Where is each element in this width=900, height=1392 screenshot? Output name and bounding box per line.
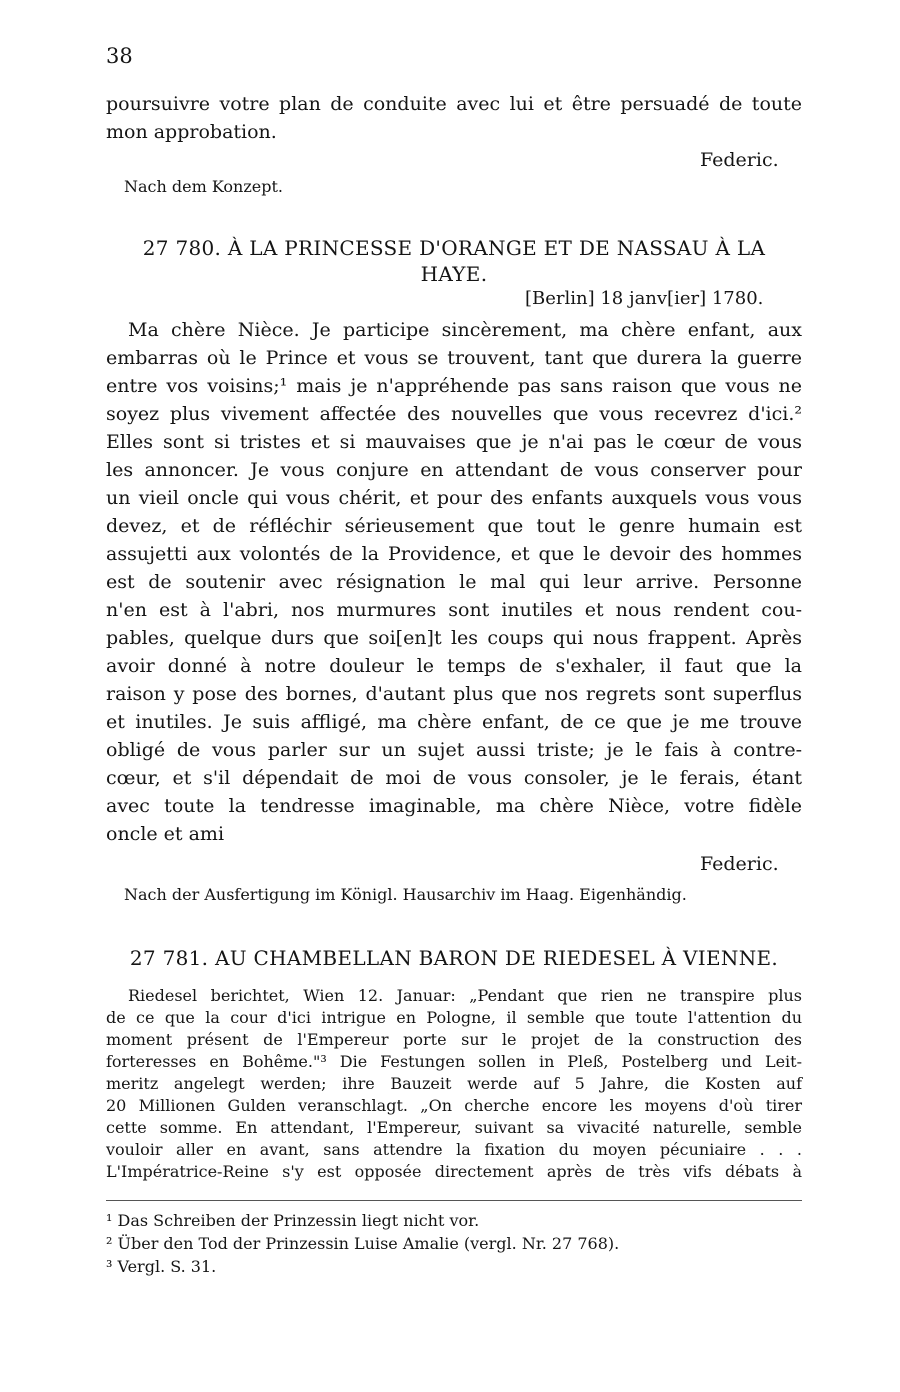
letter-heading: 27 781. AU CHAMBELLAN BARON DE RIEDESEL À VIENNE. [129, 946, 779, 970]
dateline: [Berlin] 18 janv[ier] 1780. [525, 288, 764, 309]
page-number: 38 [106, 44, 133, 68]
signature: Federic. [700, 149, 779, 171]
text-line: de ce que la cour d'ici intrigue en Pologne, il semble que toute l'attention du [106, 1008, 802, 1027]
text-line: cette somme. En attendant, l'Empereur, suivant sa vivacité naturelle, semble [106, 1118, 802, 1137]
text-line: avoir donné à notre douleur le temps de s'exhaler, il faut que la [106, 655, 802, 677]
signature: Federic. [700, 853, 779, 875]
text-line: un vieil oncle qui vous chérit, et pour des enfants auxquels vous vous [106, 487, 802, 509]
text-line: moment présent de l'Empereur porte sur le projet de la construction des [106, 1030, 802, 1049]
text-line: meritz angelegt werden; ihre Bauzeit werde auf 5 Jahre, die Kosten auf [106, 1074, 802, 1093]
text-line: assujetti aux volontés de la Providence, et que le devoir des hommes [106, 543, 802, 565]
text-line: forteresses en Bohême."³ Die Festungen sollen in Pleß, Postelberg und Leit- [106, 1052, 802, 1071]
text-line: avec toute la tendresse imaginable, ma chère Nièce, votre fidèle [106, 795, 802, 817]
text-line: L'Impératrice-Reine s'y est opposée directement après de très vifs débats à [106, 1162, 802, 1181]
text-line: devez, et de réfléchir sérieusement que tout le genre humain est [106, 515, 802, 537]
text-line: Elles sont si tristes et si mauvaises que je n'ai pas le cœur de vous [106, 431, 802, 453]
text-line: vouloir aller en avant, sans attendre la fixation du moyen pécuniaire . . . [106, 1140, 802, 1159]
footnote: ¹ Das Schreiben der Prinzessin liegt nicht vor. [106, 1211, 480, 1230]
text-line: est de soutenir avec résignation le mal qui leur arrive. Personne [106, 571, 802, 593]
text-line: Ma chère Nièce. Je participe sincèrement, ma chère enfant, aux [128, 319, 802, 341]
footnote: ² Über den Tod der Prinzessin Luise Amalie (vergl. Nr. 27 768). [106, 1234, 620, 1253]
text-line: et inutiles. Je suis affligé, ma chère enfant, de ce que je me trouve [106, 711, 802, 733]
text-line: poursuivre votre plan de conduite avec lui et être persuadé de toute [106, 93, 802, 115]
text-line: pables, quelque durs que soi[en]t les coups qui nous frappent. Après [106, 627, 802, 649]
text-line: Riedesel berichtet, Wien 12. Januar: „Pendant que rien ne transpire plus [128, 986, 802, 1005]
source-note: Nach der Ausfertigung im Königl. Hausarchiv im Haag. Eigenhändig. [124, 885, 687, 904]
text-line: obligé de vous parler sur un sujet aussi triste; je le fais à contre- [106, 739, 802, 761]
footnote-rule [106, 1200, 802, 1201]
text-line: les annoncer. Je vous conjure en attendant de vous conserver pour [106, 459, 802, 481]
text-line: oncle et ami [106, 823, 225, 845]
text-line: 20 Millionen Gulden veranschlagt. „On cherche encore les moyens d'où tirer [106, 1096, 802, 1115]
letter-heading-continued: HAYE. [420, 262, 488, 286]
text-line: soyez plus vivement affectée des nouvelles que vous recevrez d'ici.² [106, 403, 802, 425]
text-line: n'en est à l'abri, nos murmures sont inutiles et nous rendent cou- [106, 599, 802, 621]
footnote: ³ Vergl. S. 31. [106, 1257, 217, 1276]
text-line: raison y pose des bornes, d'autant plus que nos regrets sont superflus [106, 683, 802, 705]
text-line: entre vos voisins;¹ mais je n'appréhende pas sans raison que vous ne [106, 375, 802, 397]
text-line: embarras où le Prince et vous se trouvent, tant que durera la guerre [106, 347, 802, 369]
letter-heading: 27 780. À LA PRINCESSE D'ORANGE ET DE NASSAU À LA [142, 236, 766, 260]
source-note: Nach dem Konzept. [124, 177, 283, 196]
text-line: cœur, et s'il dépendait de moi de vous consoler, je le ferais, étant [106, 767, 802, 789]
text-line: mon approbation. [106, 121, 277, 143]
